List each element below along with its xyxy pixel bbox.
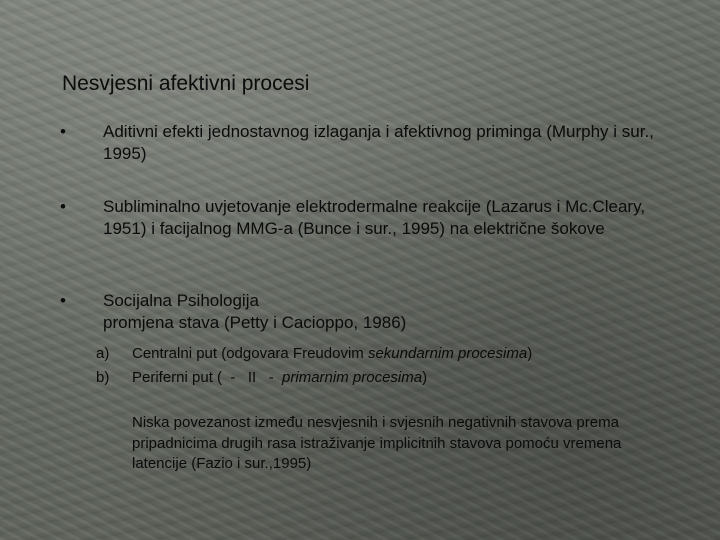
sub-item-text-italic: primarnim procesima	[282, 369, 423, 386]
sub-item-label: a)	[96, 345, 110, 362]
sub-item-text-italic: sekundarnim procesima	[367, 345, 528, 362]
bullet-dot: •	[60, 197, 66, 216]
bullet-dot: •	[60, 291, 66, 310]
sub-item-text	[132, 343, 672, 364]
bullet-heading: Socijalna Psihologija	[103, 291, 259, 310]
bullet-text: Aditivni efekti jednostavnog izlaganja i afektivnog priminga (Murphy i sur., 1995)	[103, 122, 654, 163]
sub-item-text-plain: Centralni put (odgovara Freudovim	[132, 345, 368, 362]
bullet-text	[103, 290, 663, 334]
bullet-subline-text: promjena stava (Petty i Cacioppo, 1986)	[103, 313, 407, 332]
note-text-part2: istraživanje implicitnih stavova pomoću vremena latencije (Fazio i sur.,1995)	[132, 435, 622, 472]
sub-item-text-plain: Periferni put ( - II -	[132, 369, 283, 386]
bullet-dot: •	[60, 122, 66, 141]
sub-item-text	[132, 367, 672, 388]
sub-item-text-close: )	[422, 369, 428, 386]
sub-item-text-close: )	[527, 345, 533, 362]
slide-title: Nesvjesni afektivni procesi	[62, 72, 310, 95]
bullet-text: Subliminalno uvjetovanje elektrodermalne reakcije (Lazarus i Mc.Cleary, 1951) i facijalnog MMG-a (Bunce i sur., 1995) na električne šokove	[103, 197, 646, 238]
note-text	[132, 413, 672, 474]
note-text-part1: Niska povezanost između nesvjesnih i svjesnih negativnih stavova prema pripadnicima drugih rasa	[132, 414, 619, 452]
bullet-subline	[103, 312, 663, 334]
sub-item-label: b)	[96, 369, 110, 386]
